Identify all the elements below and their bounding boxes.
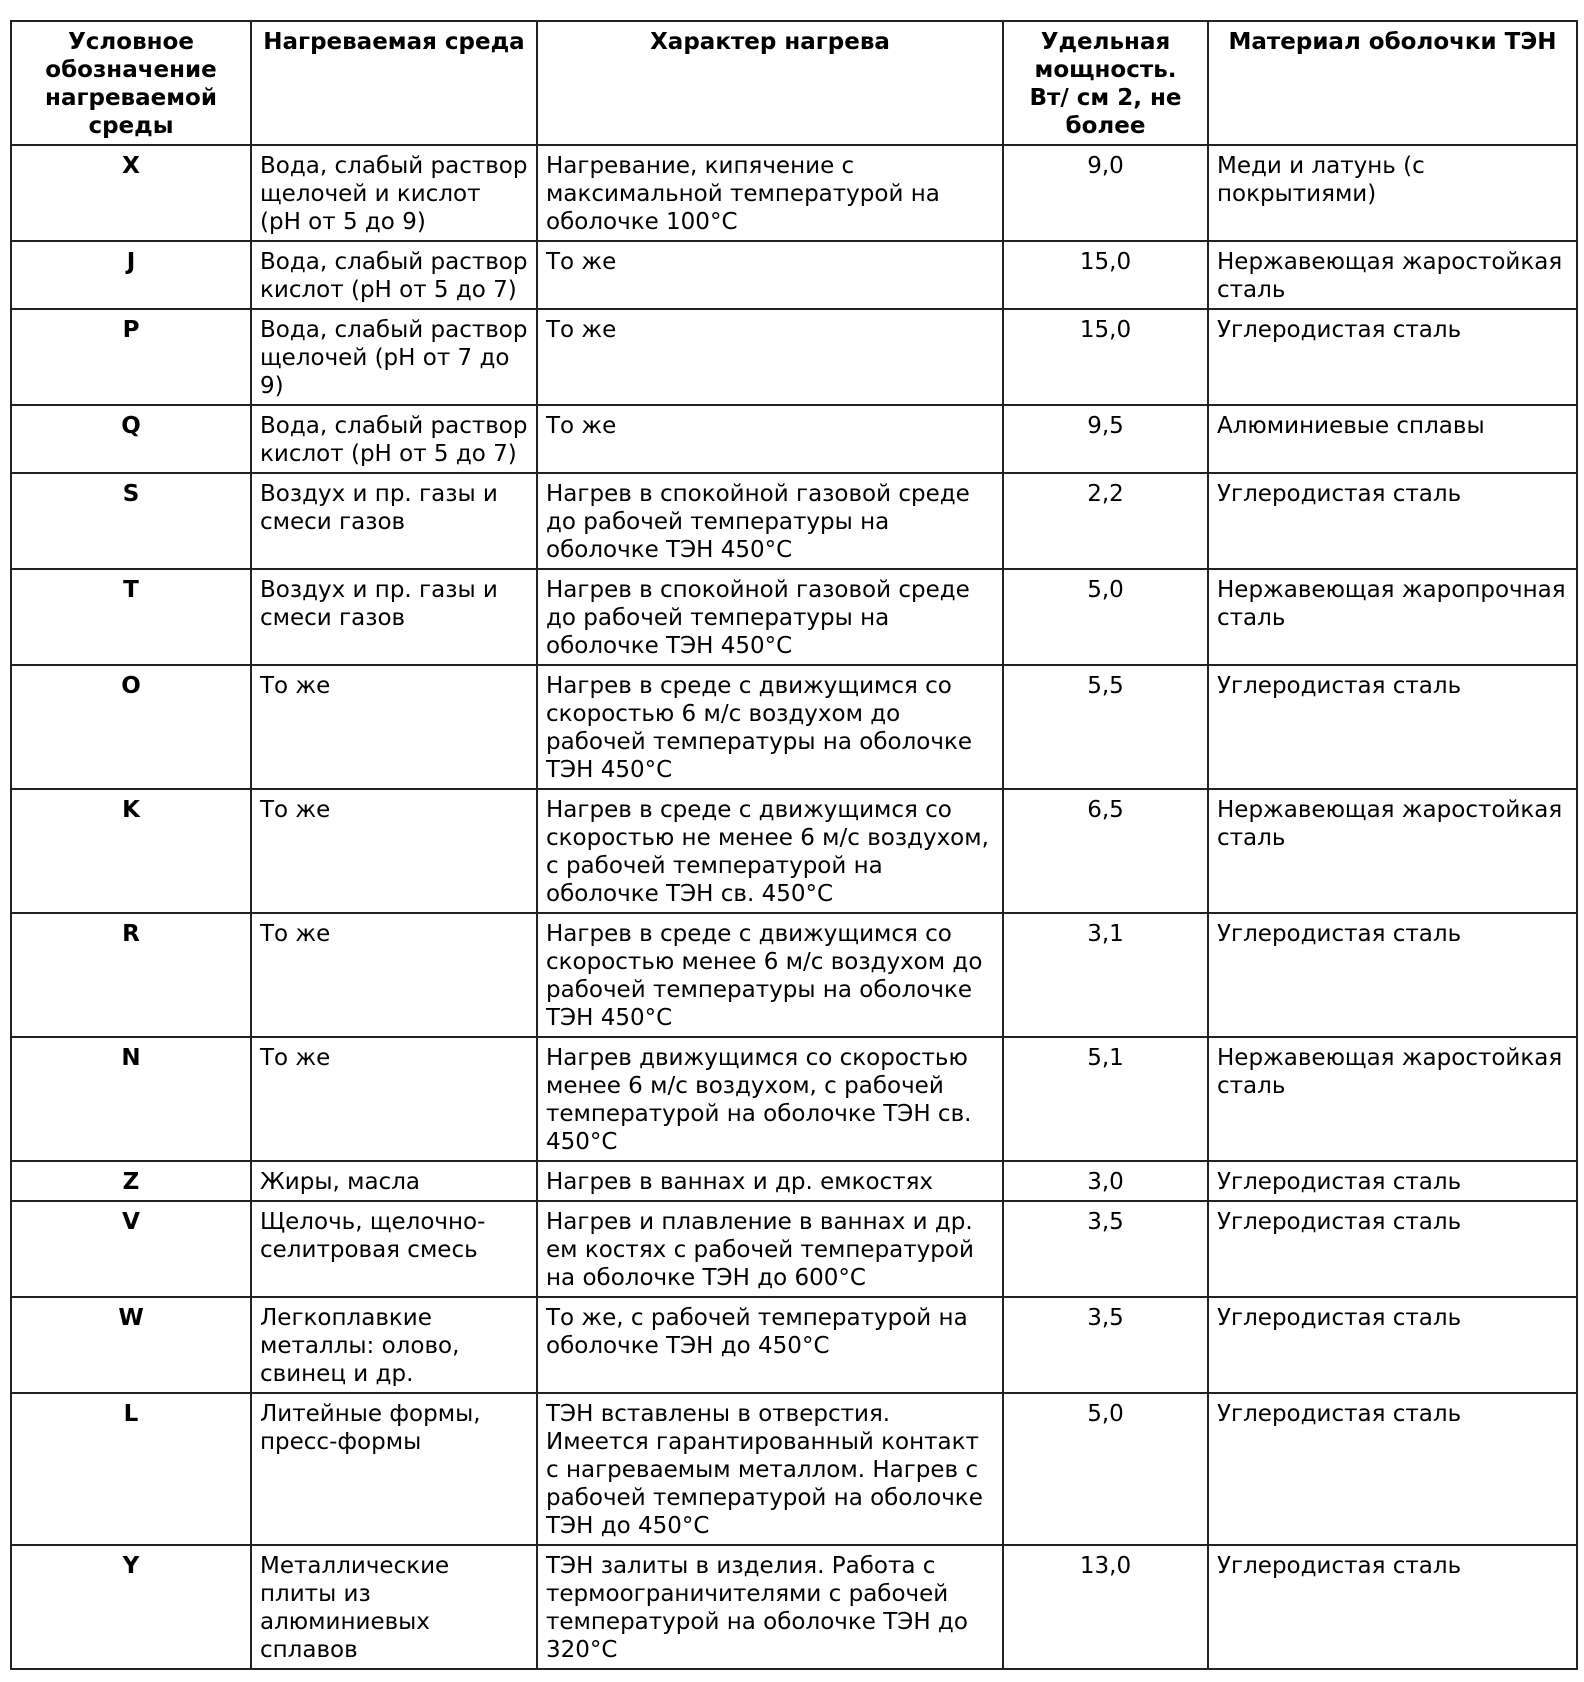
cell-heating: То же [537,309,1003,405]
cell-heating: Нагрев и плавление в ваннах и др. ем костях с рабочей температурой на оболочке ТЭН до 600°С [537,1201,1003,1297]
cell-power: 13,0 [1003,1545,1208,1669]
cell-heating: Нагрев в среде с движущимся со скоростью не менее 6 м/с воздухом, с рабочей температурой на оболочке ТЭН св. 450°С [537,789,1003,913]
cell-medium: Вода, слабый раствор щелочей и кислот (рН от 5 до 9) [251,145,537,241]
cell-material: Углеродистая сталь [1208,1545,1577,1669]
cell-material: Нержавеющая жаростойкая сталь [1208,1037,1577,1161]
table-header-row [11,21,1577,145]
cell-power: 9,0 [1003,145,1208,241]
cell-material: Меди и латунь (с покрытиями) [1208,145,1577,241]
cell-medium: То же [251,1037,537,1161]
cell-medium: Вода, слабый раствор щелочей (рН от 7 до 9) [251,309,537,405]
cell-material: Углеродистая сталь [1208,665,1577,789]
cell-medium: Легкоплавкие металлы: олово, свинец и др. [251,1297,537,1393]
cell-heating: ТЭН залиты в изделия. Работа с термоограничителями с рабочей температурой на оболочке ТЭН до 320°С [537,1545,1003,1669]
cell-code: Z [11,1161,251,1201]
cell-code: V [11,1201,251,1297]
cell-power: 3,0 [1003,1161,1208,1201]
table-row [11,1545,1577,1669]
table-row [11,913,1577,1037]
cell-power: 15,0 [1003,241,1208,309]
heating-media-table [10,20,1578,1670]
cell-power: 2,2 [1003,473,1208,569]
cell-code: O [11,665,251,789]
cell-power: 6,5 [1003,789,1208,913]
cell-material: Углеродистая сталь [1208,913,1577,1037]
cell-code: W [11,1297,251,1393]
header-material: Материал оболочки ТЭН [1208,21,1577,145]
cell-material: Углеродистая сталь [1208,1393,1577,1545]
cell-power: 15,0 [1003,309,1208,405]
cell-medium: Литейные формы, пресс-формы [251,1393,537,1545]
cell-material: Нержавеющая жаростойкая сталь [1208,789,1577,913]
cell-material: Углеродистая сталь [1208,473,1577,569]
cell-medium: Металлические плиты из алюминиевых сплавов [251,1545,537,1669]
cell-code: L [11,1393,251,1545]
table-row [11,309,1577,405]
cell-medium: То же [251,913,537,1037]
cell-heating: Нагрев в ваннах и др. емкостях [537,1161,1003,1201]
cell-power: 5,0 [1003,1393,1208,1545]
cell-code: Q [11,405,251,473]
cell-material: Алюминиевые сплавы [1208,405,1577,473]
table-row [11,241,1577,309]
cell-heating: То же, с рабочей температурой на оболочке ТЭН до 450°С [537,1297,1003,1393]
cell-heating: Нагрев в среде с движущимся со скоростью менее 6 м/с воздухом до рабочей температуры на оболочке ТЭН 450°С [537,913,1003,1037]
header-medium: Нагреваемая среда [251,21,537,145]
cell-medium: Воздух и пр. газы и смеси газов [251,473,537,569]
cell-medium: Воздух и пр. газы и смеси газов [251,569,537,665]
header-power: Удельная мощность. Вт/ см 2, не более [1003,21,1208,145]
cell-material: Углеродистая сталь [1208,309,1577,405]
cell-heating: То же [537,241,1003,309]
cell-medium: Вода, слабый раствор кислот (рН от 5 до 7) [251,405,537,473]
table-row [11,569,1577,665]
cell-material: Углеродистая сталь [1208,1297,1577,1393]
cell-code: Y [11,1545,251,1669]
cell-code: R [11,913,251,1037]
cell-material: Углеродистая сталь [1208,1201,1577,1297]
cell-medium: Жиры, масла [251,1161,537,1201]
cell-material: Углеродистая сталь [1208,1161,1577,1201]
cell-power: 5,1 [1003,1037,1208,1161]
cell-power: 3,5 [1003,1297,1208,1393]
table-row [11,405,1577,473]
cell-heating: Нагревание, кипячение с максимальной температурой на оболочке 100°С [537,145,1003,241]
cell-medium: Вода, слабый раствор кислот (рН от 5 до 7) [251,241,537,309]
table-row [11,145,1577,241]
cell-code: P [11,309,251,405]
table-body [11,145,1577,1669]
cell-code: T [11,569,251,665]
header-heating: Характер нагрева [537,21,1003,145]
header-code: Условное обозначение нагреваемой среды [11,21,251,145]
table-row [11,1297,1577,1393]
cell-medium: То же [251,789,537,913]
cell-power: 5,5 [1003,665,1208,789]
table-row [11,1201,1577,1297]
cell-code: N [11,1037,251,1161]
cell-heating: Нагрев движущимся со скоростью менее 6 м/с воздухом, с рабочей температурой на оболочке ТЭН св. 450°С [537,1037,1003,1161]
cell-power: 5,0 [1003,569,1208,665]
cell-power: 9,5 [1003,405,1208,473]
cell-material: Нержавеющая жаропрочная сталь [1208,569,1577,665]
cell-heating: Нагрев в спокойной газовой среде до рабочей температуры на оболочке ТЭН 450°С [537,569,1003,665]
table-row [11,1393,1577,1545]
cell-material: Нержавеющая жаростойкая сталь [1208,241,1577,309]
table-row [11,665,1577,789]
cell-heating: То же [537,405,1003,473]
table-row [11,789,1577,913]
table-row [11,1161,1577,1201]
table-row [11,1037,1577,1161]
cell-medium: То же [251,665,537,789]
cell-power: 3,5 [1003,1201,1208,1297]
cell-code: K [11,789,251,913]
cell-medium: Щелочь, щелочно-селитровая смесь [251,1201,537,1297]
cell-heating: ТЭН вставлены в отверстия. Имеется гарантированный контакт с нагреваемым металлом. Нагрев с рабочей температурой на оболочке ТЭН до 450°С [537,1393,1003,1545]
cell-code: S [11,473,251,569]
table-row [11,473,1577,569]
cell-power: 3,1 [1003,913,1208,1037]
cell-heating: Нагрев в среде с движущимся со скоростью 6 м/с воздухом до рабочей температуры на оболочке ТЭН 450°С [537,665,1003,789]
cell-heating: Нагрев в спокойной газовой среде до рабочей температуры на оболочке ТЭН 450°С [537,473,1003,569]
cell-code: J [11,241,251,309]
cell-code: X [11,145,251,241]
